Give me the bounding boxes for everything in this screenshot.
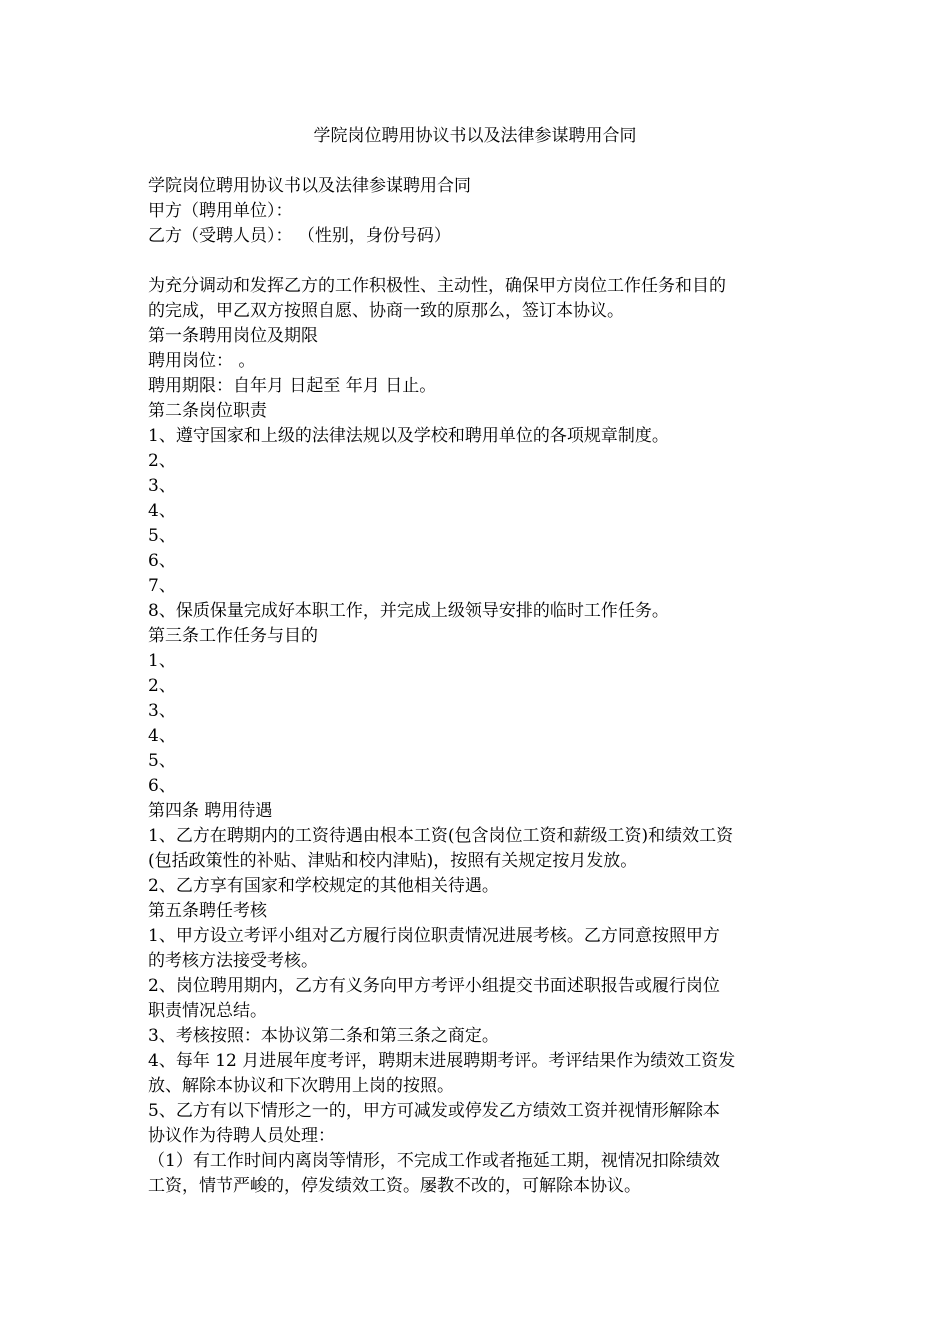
text-line: 第三条工作任务与目的 bbox=[148, 626, 318, 646]
text-line: 5、 bbox=[148, 751, 176, 771]
text-line: 4、 bbox=[148, 726, 176, 746]
text-line: 第四条 聘用待遇 bbox=[148, 801, 273, 821]
text-line: 聘用岗位： 。 bbox=[148, 351, 256, 371]
text-line: 为充分调动和发挥乙方的工作积极性、主动性，确保甲方岗位工作任务和目的 bbox=[148, 276, 726, 296]
document-title: 学院岗位聘用协议书以及法律参谋聘用合同 bbox=[313, 126, 637, 146]
text-line: （1）有工作时间内离岗等情形，不完成工作或者拖延工期，视情况扣除绩效 bbox=[148, 1151, 720, 1171]
text-line: 1、乙方在聘期内的工资待遇由根本工资(包含岗位工资和薪级工资)和绩效工资 bbox=[148, 826, 734, 846]
text-line: 工资，情节严峻的，停发绩效工资。屡教不改的，可解除本协议。 bbox=[148, 1176, 641, 1196]
text-line: 7、 bbox=[148, 576, 176, 596]
text-line: 聘用期限：自年月 日起至 年月 日止。 bbox=[148, 376, 437, 396]
text-line: 3、 bbox=[148, 701, 176, 721]
text-line: 6、 bbox=[148, 551, 176, 571]
text-line: 8、保质保量完成好本职工作，并完成上级领导安排的临时工作任务。 bbox=[148, 601, 669, 621]
text-line: 1、遵守国家和上级的法律法规以及学校和聘用单位的各项规章制度。 bbox=[148, 426, 669, 446]
text-line: 5、乙方有以下情形之一的，甲方可减发或停发乙方绩效工资并视情形解除本 bbox=[148, 1101, 720, 1121]
blank-line bbox=[148, 249, 808, 274]
text-line: 6、 bbox=[148, 776, 176, 796]
text-line: 4、每年 12 月进展年度考评，聘期末进展聘期考评。考评结果作为绩效工资发 bbox=[148, 1051, 736, 1071]
text-line: 职责情况总结。 bbox=[148, 1001, 267, 1021]
text-line: 乙方（受聘人员）： （性别，身份号码） bbox=[148, 226, 451, 246]
text-line: 1、甲方设立考评小组对乙方履行岗位职责情况进展考核。乙方同意按照甲方 bbox=[148, 926, 720, 946]
text-line: 第五条聘任考核 bbox=[148, 901, 267, 921]
text-line: (包括政策性的补贴、津贴和校内津贴)，按照有关规定按月发放。 bbox=[148, 851, 638, 871]
text-line: 甲方（聘用单位）： bbox=[148, 201, 293, 221]
text-line: 第一条聘用岗位及期限 bbox=[148, 326, 318, 346]
text-line: 协议作为待聘人员处理： bbox=[148, 1126, 335, 1146]
text-line: 的完成，甲乙双方按照自愿、协商一致的原那么，签订本协议。 bbox=[148, 301, 624, 321]
text-line: 第二条岗位职责 bbox=[148, 401, 267, 421]
text-line: 1、 bbox=[148, 651, 176, 671]
text-line: 2、 bbox=[148, 676, 176, 696]
text-line: 2、 bbox=[148, 451, 176, 471]
text-line: 2、岗位聘用期内，乙方有义务向甲方考评小组提交书面述职报告或履行岗位 bbox=[148, 976, 720, 996]
text-line: 3、考核按照：本协议第二条和第三条之商定。 bbox=[148, 1026, 499, 1046]
text-line: 4、 bbox=[148, 501, 176, 521]
text-line: 2、乙方享有国家和学校规定的其他相关待遇。 bbox=[148, 876, 499, 896]
text-line: 5、 bbox=[148, 526, 176, 546]
text-line: 3、 bbox=[148, 476, 176, 496]
text-line: 放、解除本协议和下次聘用上岗的按照。 bbox=[148, 1076, 454, 1096]
document-body bbox=[148, 174, 808, 1199]
text-line: 的考核方法接受考核。 bbox=[148, 951, 318, 971]
text-line: 学院岗位聘用协议书以及法律参谋聘用合同 bbox=[148, 176, 471, 196]
